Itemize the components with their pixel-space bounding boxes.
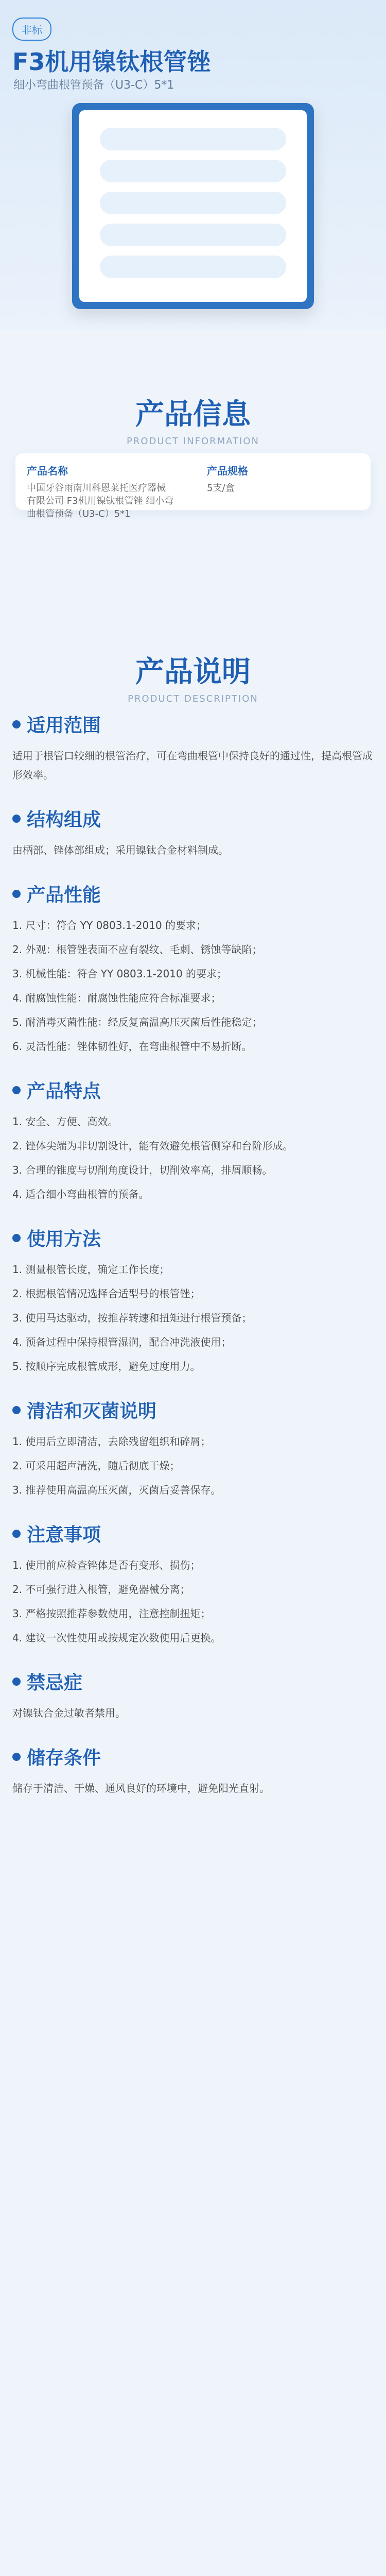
desc-item: 1. 使用后立即清洁，去除残留组织和碎屑； bbox=[12, 1435, 211, 1448]
bullet-icon bbox=[12, 1234, 21, 1242]
bullet-icon bbox=[12, 890, 21, 898]
bullet-icon bbox=[12, 720, 21, 728]
product-subtitle: 细小弯曲根管预备（U3-C）5*1 bbox=[13, 79, 174, 92]
info-right-col bbox=[196, 463, 365, 495]
desc-item: 5. 按顺序完成根管成形，避免过度用力。 bbox=[12, 1360, 201, 1372]
product-image-inner bbox=[79, 110, 307, 302]
hero-section bbox=[0, 0, 386, 330]
product-desc-subheading: PRODUCT DESCRIPTION bbox=[128, 693, 258, 704]
desc-section-8 bbox=[12, 1668, 374, 1723]
product-desc-heading-block bbox=[0, 649, 386, 704]
desc-item: 3. 严格按照推荐参数使用，注意控制扭矩； bbox=[12, 1607, 211, 1620]
desc-item: 4. 耐腐蚀性能：耐腐蚀性能应符合标准要求； bbox=[12, 992, 221, 1004]
product-image-card bbox=[72, 103, 314, 309]
desc-item: 3. 推荐使用高温高压灭菌，灭菌后妥善保存。 bbox=[12, 1484, 221, 1496]
desc-section-title: 清洁和灭菌说明 bbox=[12, 1397, 374, 1423]
desc-item: 2. 锉体尖端为非切割设计，能有效避免根管侧穿和台阶形成。 bbox=[12, 1140, 293, 1152]
desc-list bbox=[12, 1779, 374, 1798]
product-name-key: 产品名称 bbox=[27, 465, 68, 477]
bullet-icon bbox=[12, 1530, 21, 1538]
desc-list bbox=[12, 747, 374, 785]
bullet-icon bbox=[12, 1677, 21, 1686]
product-info-heading: 产品信息 bbox=[135, 398, 251, 431]
desc-item: 储存于清洁、干燥、通风良好的环境中，避免阳光直射。 bbox=[12, 1782, 270, 1794]
desc-section-title: 注意事项 bbox=[12, 1520, 374, 1547]
desc-section-9 bbox=[12, 1743, 374, 1798]
product-spec-key: 产品规格 bbox=[207, 465, 248, 477]
desc-item: 适用于根管口较细的根管治疗，可在弯曲根管中保持良好的通过性，提高根管成形效率。 bbox=[12, 750, 373, 781]
desc-item: 2. 不可强行进入根管，避免器械分离； bbox=[12, 1583, 190, 1596]
image-pill-1 bbox=[100, 128, 286, 150]
desc-item: 4. 适合细小弯曲根管的预备。 bbox=[12, 1188, 149, 1200]
desc-section-title: 禁忌症 bbox=[12, 1668, 374, 1694]
desc-item: 1. 尺寸：符合 YY 0803.1-2010 的要求； bbox=[12, 919, 207, 931]
image-pill-2 bbox=[100, 160, 286, 182]
product-desc-content bbox=[12, 711, 374, 1819]
desc-item: 对镍钛合金过敏者禁用。 bbox=[12, 1707, 126, 1719]
desc-list bbox=[12, 841, 374, 860]
desc-item: 4. 建议一次性使用或按规定次数使用后更换。 bbox=[12, 1632, 221, 1644]
desc-item: 2. 根据根管情况选择合适型号的根管锉； bbox=[12, 1287, 201, 1300]
desc-section-1 bbox=[12, 711, 374, 785]
info-row bbox=[15, 453, 371, 520]
image-pill-4 bbox=[100, 224, 286, 246]
desc-item: 1. 安全、方便、高效。 bbox=[12, 1115, 118, 1128]
desc-item: 2. 外观：根管锉表面不应有裂纹、毛刺、锈蚀等缺陷； bbox=[12, 943, 262, 956]
desc-section-6 bbox=[12, 1397, 374, 1500]
desc-section-5 bbox=[12, 1225, 374, 1376]
product-desc-heading: 产品说明 bbox=[135, 655, 251, 689]
desc-section-7 bbox=[12, 1520, 374, 1648]
bullet-icon bbox=[12, 1753, 21, 1761]
desc-list bbox=[12, 916, 374, 1056]
product-name-value: 中国牙谷雨南川科恩莱托医疗器械有限公司 F3机用镍钛根管锉 细小弯曲根管预备（U3-C）5*1 bbox=[27, 483, 174, 520]
product-info-subheading: PRODUCT INFORMATION bbox=[126, 436, 260, 447]
desc-section-title: 储存条件 bbox=[12, 1743, 374, 1770]
image-pill-5 bbox=[100, 256, 286, 278]
desc-list bbox=[12, 1704, 374, 1723]
desc-item: 6. 灵活性能：锉体韧性好，在弯曲根管中不易折断。 bbox=[12, 1040, 252, 1053]
desc-section-title: 结构组成 bbox=[12, 805, 374, 832]
category-tag: 非标 bbox=[12, 18, 51, 41]
bullet-icon bbox=[12, 1086, 21, 1094]
desc-item: 5. 耐消毒灭菌性能：经反复高温高压灭菌后性能稳定； bbox=[12, 1016, 262, 1028]
desc-list bbox=[12, 1432, 374, 1500]
desc-item: 3. 合理的锥度与切削角度设计，切削效率高，排屑顺畅。 bbox=[12, 1164, 273, 1176]
desc-section-title: 产品性能 bbox=[12, 880, 374, 907]
desc-item: 由柄部、锉体部组成；采用镍钛合金材料制成。 bbox=[12, 844, 229, 856]
desc-list bbox=[12, 1260, 374, 1376]
bullet-icon bbox=[12, 815, 21, 823]
desc-item: 3. 机械性能：符合 YY 0803.1-2010 的要求； bbox=[12, 968, 227, 980]
desc-item: 2. 可采用超声清洗，随后彻底干燥； bbox=[12, 1460, 180, 1472]
product-spec-value: 5支/盒 bbox=[207, 483, 235, 494]
desc-item: 3. 使用马达驱动，按推荐转速和扭矩进行根管预备； bbox=[12, 1312, 252, 1324]
desc-item: 1. 使用前应检查锉体是否有变形、损伤； bbox=[12, 1559, 201, 1571]
product-info-heading-block bbox=[0, 392, 386, 447]
product-info-box bbox=[15, 453, 371, 520]
desc-section-title: 使用方法 bbox=[12, 1225, 374, 1251]
info-left-col bbox=[15, 463, 185, 521]
desc-item: 1. 测量根管长度，确定工作长度； bbox=[12, 1263, 170, 1276]
product-title: F3机用镍钛根管锉 bbox=[12, 48, 211, 76]
desc-section-title: 适用范围 bbox=[12, 711, 374, 737]
bullet-icon bbox=[12, 1406, 21, 1414]
desc-list bbox=[12, 1112, 374, 1204]
desc-section-title: 产品特点 bbox=[12, 1077, 374, 1103]
desc-item: 4. 预备过程中保持根管湿润，配合冲洗液使用； bbox=[12, 1336, 232, 1348]
desc-list bbox=[12, 1556, 374, 1648]
desc-section-2 bbox=[12, 805, 374, 860]
image-pill-3 bbox=[100, 192, 286, 214]
desc-section-3 bbox=[12, 880, 374, 1056]
desc-section-4 bbox=[12, 1077, 374, 1204]
